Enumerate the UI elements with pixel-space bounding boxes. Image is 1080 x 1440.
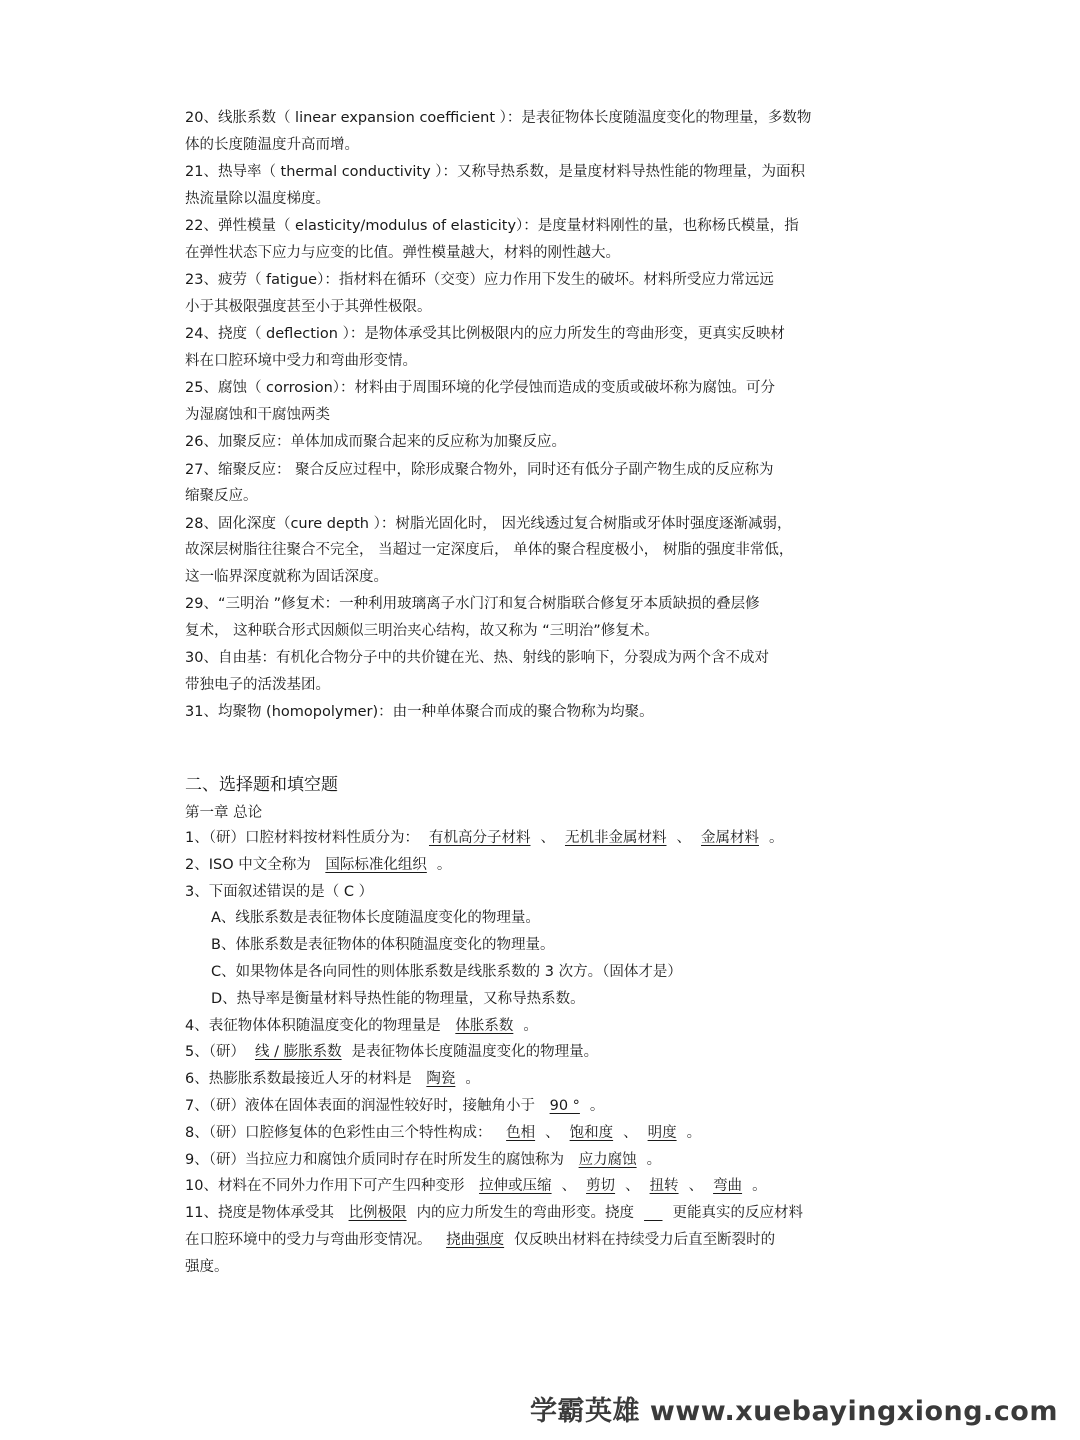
answer-blank: 明度 xyxy=(647,1124,677,1141)
question-6: 6、热膨胀系数最接近人牙的材料是 陶瓷 。 xyxy=(185,1071,480,1088)
answer-blank: 扭转 xyxy=(649,1178,679,1195)
answer-blank: 线 / 膨胀系数 xyxy=(254,1044,342,1061)
answer-blank: 弯曲 xyxy=(713,1178,743,1195)
term-20: 20、线胀系数（ linear expansion coefficient ）：是表征物体长度随温度变化的物理量，多数物 体的长度随温度升高而增。 xyxy=(185,110,812,153)
question-1: 1、（研）口腔材料按材料性质分为： 有机高分子材料 、 无机非金属材料 、 金属材料 。 xyxy=(185,830,784,846)
question-3: 3、下面叙述错误的是（ C ） A、线胀系数是表征物体长度随温度变化的物理量。 B、体胀系数是表征物体的体积随温度变化的物理量。 C、如果物体是各向同性的则体胀系数是线胀系数的 3 次方。（固体才是） D、热导率是衡量材料导热性能的物理量，又称导热系数。 xyxy=(185,879,885,1013)
answer-blank: 无机非金属材料 xyxy=(564,830,667,846)
option-b: B、体胀系数是表征物体的体积随温度变化的物理量。 xyxy=(211,937,555,954)
answer-blank: 色相 xyxy=(506,1124,536,1141)
option-a: A、线胀系数是表征物体长度随温度变化的物理量。 xyxy=(211,910,540,927)
answer-blank: 应力腐蚀 xyxy=(578,1151,637,1168)
question-8: 8、（研）口腔修复体的色彩性由三个特性构成： 色相 、 饱和度 、 明度 。 xyxy=(185,1124,702,1141)
question-9: 9、（研）当拉应力和腐蚀介质同时存在时所发生的腐蚀称为 应力腐蚀 。 xyxy=(185,1151,662,1168)
answer-blank xyxy=(634,1205,672,1221)
term-31: 31、均聚物 (homopolymer)：由一种单体聚合而成的聚合物称为均聚。 xyxy=(185,704,654,720)
answer-blank: 饱和度 xyxy=(569,1124,614,1141)
answer-blank: 有机高分子材料 xyxy=(428,830,531,846)
answer-blank: 体胀系数 xyxy=(455,1017,514,1034)
question-4: 4、表征物体体积随温度变化的物理量是 体胀系数 。 xyxy=(185,1017,538,1034)
answer-blank: 挠曲强度 xyxy=(446,1231,505,1248)
term-22: 22、弹性模量（ elasticity/modulus of elasticity）：是度量材料刚性的量，也称杨氏模量，指 在弹性状态下应力与应变的比值。弹性模量越大，材料的刚性越大。 xyxy=(185,218,799,261)
answer-blank: 剪切 xyxy=(586,1178,616,1195)
term-24: 24、挠度（ deflection ）：是物体承受其比例极限内的应力所发生的弯曲形变，更真实反映材 料在口腔环境中受力和弯曲形变情。 xyxy=(185,326,785,369)
term-25: 25、腐蚀（ corrosion）：材料由于周围环境的化学侵蚀而造成的变质或破坏称为腐蚀。可分 为湿腐蚀和干腐蚀两类 xyxy=(185,380,776,423)
site-watermark: 学霸英雄 www.xuebayingxiong.com xyxy=(529,1396,1058,1427)
answer-blank: 金属材料 xyxy=(700,830,759,846)
answer-blank: 拉伸或压缩 xyxy=(479,1178,552,1195)
question-5: 5、（研） 线 / 膨胀系数 是表征物体长度随温度变化的物理量。 xyxy=(185,1044,599,1061)
term-28: 28、固化深度（cure depth ）：树脂光固化时， 因光线透过复合树脂或牙体时强度逐渐减弱， 故深层树脂往往聚合不完全， 当超过一定深度后， 单体的聚合程度极小， 树脂的强度非常低， 这一临界深度就称为固话深度。 xyxy=(185,515,794,585)
question-11: 11、挠度是物体承受其 比例极限 内的应力所发生的弯曲形变。挠度 更能真实的反应材料 xyxy=(185,1205,803,1222)
answer-blank: 比例极限 xyxy=(348,1205,407,1222)
questions-list xyxy=(185,825,885,1281)
term-27: 27、缩聚反应： 聚合反应过程中，除形成聚合物外，同时还有低分子副产物生成的反应称为 缩聚反应。 xyxy=(185,461,774,504)
question-11-cont: 在口腔环境中的受力与弯曲形变情况。 挠曲强度 仅反映出材料在持续受力后直至断裂时的 xyxy=(185,1231,776,1248)
term-30: 30、自由基：有机化合物分子中的共价键在光、热、射线的影响下，分裂成为两个含不成对 带独电子的活泼基团。 xyxy=(185,650,769,693)
definitions-list xyxy=(185,105,885,727)
term-26: 26、加聚反应：单体加成而聚合起来的反应称为加聚反应。 xyxy=(185,434,566,450)
answer-blank: 国际标准化组织 xyxy=(325,856,427,873)
option-d: D、热导率是衡量材料导热性能的物理量，又称导热系数。 xyxy=(211,990,585,1007)
question-7: 7、（研）液体在固体表面的润湿性较好时，接触角小于 90 ° 。 xyxy=(185,1097,605,1114)
section-title: 二、选择题和填空题 xyxy=(185,775,338,795)
question-11-end: 强度。 xyxy=(185,1258,229,1275)
term-23: 23、疲劳（ fatigue）：指材料在循环（交变）应力作用下发生的破坏。材料所受应力常远远 小于其极限强度甚至小于其弹性极限。 xyxy=(185,272,774,315)
term-29: 29、“三明治 ”修复术：一种利用玻璃离子水门汀和复合树脂联合修复牙本质缺损的叠层修 复术， 这种联合形式因颇似三明治夹心结构，故又称为 “三明治”修复术。 xyxy=(185,596,760,639)
answer-blank: 90 ° xyxy=(549,1097,580,1114)
term-21: 21、热导率（ thermal conductivity ）：又称导热系数，是量度材料导热性能的物理量，为面积 热流量除以温度梯度。 xyxy=(185,164,806,207)
question-2: 2、ISO 中文全称为 国际标准化组织 。 xyxy=(185,856,452,873)
option-c: C、如果物体是各向同性的则体胀系数是线胀系数的 3 次方。（固体才是） xyxy=(211,963,682,980)
chapter-title: 第一章 总论 xyxy=(185,805,263,821)
question-10: 10、材料在不同外力作用下可产生四种变形 拉伸或压缩 、 剪切 、 扭转 、 弯曲 。 xyxy=(185,1178,767,1195)
answer-blank: 陶瓷 xyxy=(426,1071,456,1088)
